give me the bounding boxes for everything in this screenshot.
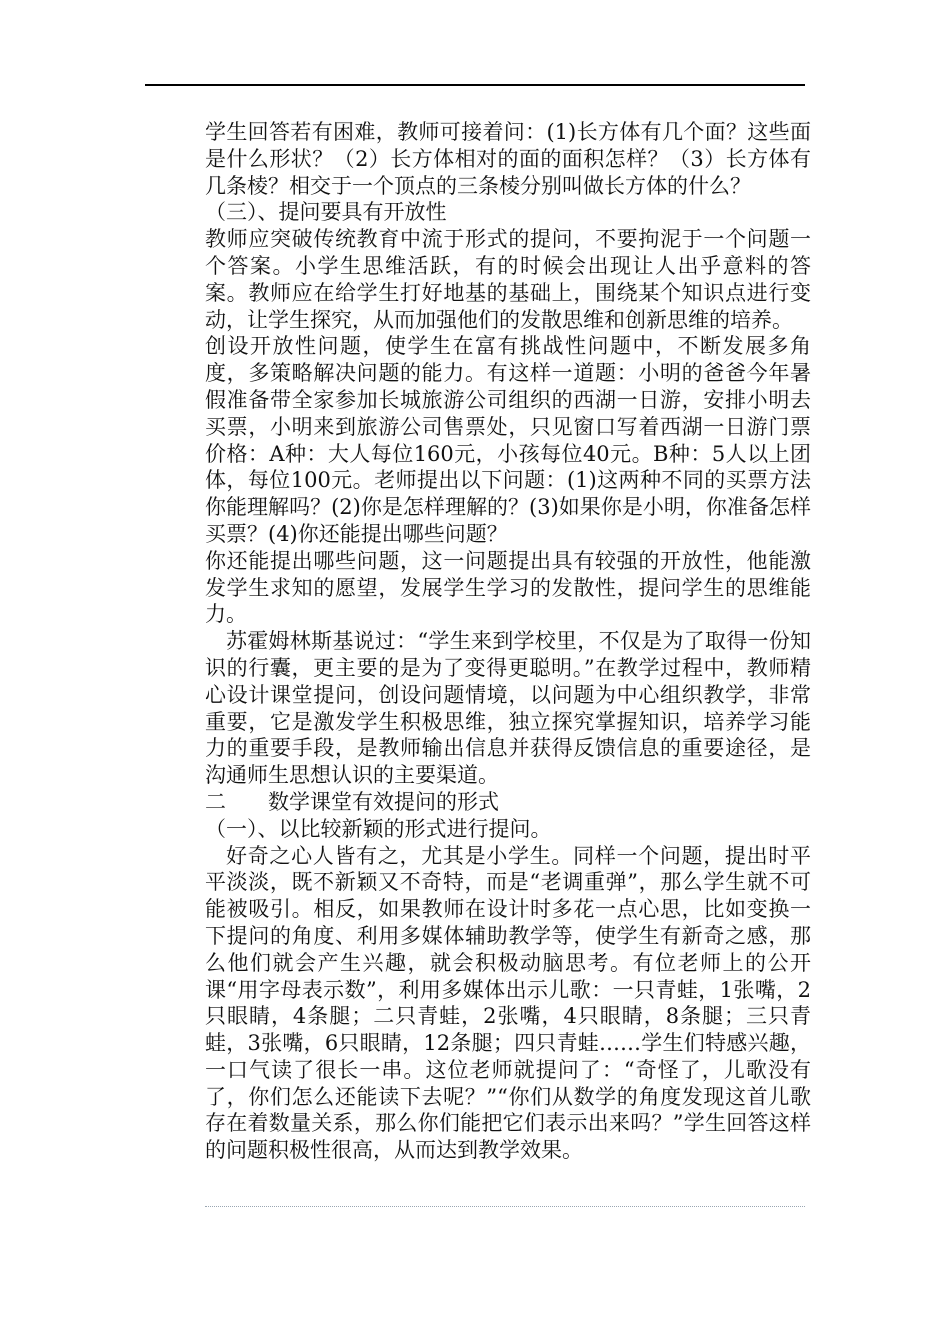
paragraph-openness-summary: 你还能提出哪些问题，这一问题提出具有较强的开放性，他能激发学生求知的愿望，发展学生学习的发散性，提问学生的思维能力。 xyxy=(205,548,811,627)
section-heading-novel-form: （一）、以比较新颖的形式进行提问。 xyxy=(205,816,552,841)
header-rule xyxy=(145,84,805,86)
footer-rule xyxy=(205,1206,805,1207)
paragraph-followup-questions: 学生回答若有困难，教师可接着问：(1)长方体有几个面？这些面是什么形状？（2）长方体相对的面的面积怎样？（3）长方体有几条棱？相交于一个顶点的三条棱分别叫做长方体的什么？ xyxy=(205,120,811,198)
paragraph-open-problem-example: 创设开放性问题，使学生在富有挑战性问题中，不断发展多角度，多策略解决问题的能力。有这样一道题：小明的爸爸今年暑假准备带全家参加长城旅游公司组织的西湖一日游，安排小明去买票，小明来到旅游公司售票处，只见窗口写着西湖一日游门票价格：A种：大人每位160元，小孩每位40元。B种：5人以上团体，每位100元。老师提出以下问题：(1)这两种不同的买票方法你能理解吗？(2)你是怎样理解的？(3)如果你是小明，你准备怎样买票？(4)你还能提出哪些问题？ xyxy=(205,334,811,546)
chapter-heading-question-forms: 二 数学课堂有效提问的形式 xyxy=(205,789,499,814)
section-heading-openness: （三）、提问要具有开放性 xyxy=(205,200,447,225)
paragraph-curiosity-example: 好奇之心人皆有之，尤其是小学生。同样一个问题，提出时平平淡淡，既不新颖又不奇特，而是“老调重弹”，那么学生就不可能被吸引。相反，如果教师在设计时多花一点心思，比如变换一下提问的角度、利用多媒体辅助教学等，使学生有新奇之感，那么他们就会产生兴趣，就会积极动脑思考。有位老师上的公开课“用字母表示数”，利用多媒体出示儿歌：一只青蛙，1张嘴，2只眼睛，4条腿；二只青蛙，2张嘴，4只眼睛，8条腿；三只青蛙，3张嘴，6只眼睛，12条腿；四只青蛙……学生们特感兴趣，一口气读了很长一串。这位老师就提问了：“奇怪了，儿歌没有了，你们怎么还能读下去呢？”“你们从数学的角度发现这首儿歌存在着数量关系，那么你们能把它们表示出来吗？”学生回答这样的问题积极性很高，从而达到教学效果。 xyxy=(205,843,811,1163)
paragraph-break-tradition: 教师应突破传统教育中流于形式的提问，不要拘泥于一个问题一个答案。小学生思维活跃，有的时候会出现让人出乎意料的答案。教师应在给学生打好地基的基础上，围绕某个知识点进行变动，让学生探究，从而加强他们的发散思维和创新思维的培养。 xyxy=(205,227,811,332)
paragraph-sukhomlinsky-quote: 苏霍姆林斯基说过：“学生来到学校里，不仅是为了取得一份知识的行囊，更主要的是为了变得更聪明。”在教学过程中，教师精心设计课堂提问，创设问题情境，以问题为中心组织教学，非常重要，它是激发学生积极思维，独立探究掌握知识，培养学习能力的重要手段，是教师输出信息并获得反馈信息的重要途径，是沟通师生思想认识的主要渠道。 xyxy=(205,629,811,788)
document-body xyxy=(205,119,811,1164)
